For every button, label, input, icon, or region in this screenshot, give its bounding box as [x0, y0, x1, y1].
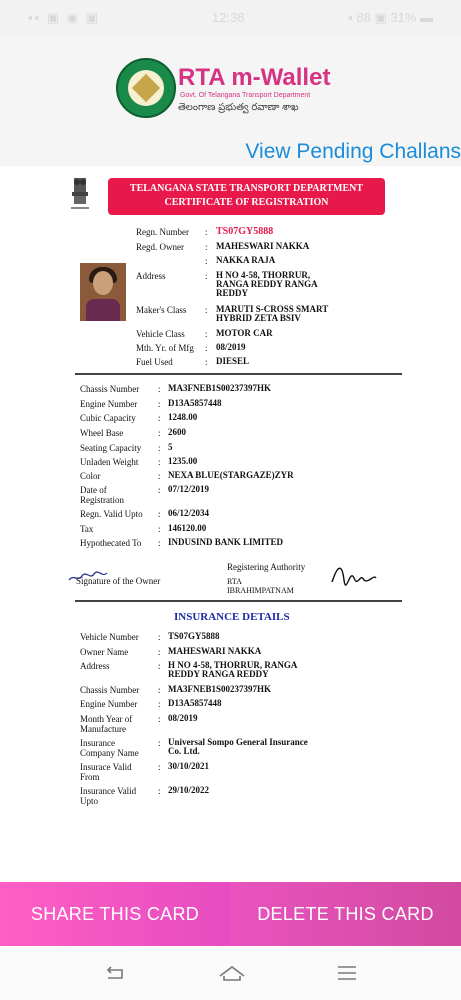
field-label: Tax	[80, 524, 94, 534]
field-value: 29/10/2022	[168, 785, 210, 795]
delete-card-button[interactable]: DELETE THIS CARD	[230, 882, 461, 946]
field-value: 2600	[168, 427, 186, 437]
field-value: MAHESWARI NAKKA	[168, 646, 262, 656]
menu-icon[interactable]	[336, 964, 358, 982]
owner-signature-label: Signature of the Owner	[76, 576, 161, 586]
field-label: Mth. Yr. of Mfg	[136, 343, 194, 353]
field-label: Maker's Class	[136, 305, 187, 315]
divider-bottom	[75, 600, 402, 602]
field-colon: :	[205, 357, 208, 367]
status-bar	[0, 0, 461, 36]
field-colon: :	[205, 271, 208, 281]
field-value: D13A5857448	[168, 698, 222, 708]
status-icons-right: ▪ 88 ▣ 31% ▬	[348, 10, 433, 25]
telangana-emblem-logo	[116, 58, 176, 118]
field-colon: :	[158, 509, 161, 519]
field-label: Insurace Valid From	[80, 762, 132, 782]
field-colon: :	[158, 443, 161, 453]
field-label: Address	[136, 271, 166, 281]
field-value: NEXA BLUE(STARGAZE)ZYR	[168, 470, 294, 480]
field-colon: :	[158, 647, 161, 657]
owner-photo	[80, 263, 126, 321]
registering-authority-label: Registering Authority	[227, 562, 306, 572]
field-value: 5	[168, 442, 173, 452]
field-colon: :	[205, 343, 208, 353]
field-colon: :	[158, 738, 161, 748]
field-value: 1235.00	[168, 456, 198, 466]
field-value: MOTOR CAR	[216, 328, 273, 338]
dept-name: TELANGANA STATE TRANSPORT DEPARTMENT	[129, 183, 364, 194]
field-value: 30/10/2021	[168, 761, 210, 771]
field-value: Universal Sompo General Insurance Co. Ltd.	[168, 737, 308, 756]
certificate-title: CERTIFICATE OF REGISTRATION	[164, 197, 329, 208]
dept-header-box	[108, 178, 385, 215]
field-colon: :	[158, 428, 161, 438]
field-label: Owner Name	[80, 647, 129, 657]
field-colon: :	[158, 457, 161, 467]
field-colon: :	[158, 384, 161, 394]
field-label: Insurance Company Name	[80, 738, 139, 758]
field-label: Hypothecated To	[80, 538, 142, 548]
rta-label: RTA	[227, 577, 242, 586]
field-label: Color	[80, 471, 101, 481]
app-subtitle: Govt. Of Telangana Transport Department	[180, 92, 311, 99]
field-value: MARUTI S-CROSS SMART HYBRID ZETA BSIV	[216, 304, 329, 323]
field-label: Vehicle Class	[136, 329, 185, 339]
field-value: H NO 4-58, THORRUR, RANGA REDDY RANGA REDDY	[168, 660, 298, 679]
field-label: Fuel Used	[136, 357, 173, 367]
field-value: 08/2019	[168, 713, 198, 723]
field-label: Regd. Owner	[136, 242, 184, 252]
field-colon: :	[158, 685, 161, 695]
field-value: NAKKA RAJA	[216, 255, 276, 265]
field-value: H NO 4-58, THORRUR, RANGA REDDY RANGA REDDY	[216, 270, 318, 298]
field-label: Wheel Base	[80, 428, 124, 438]
home-icon[interactable]	[218, 964, 246, 982]
field-label: Engine Number	[80, 399, 138, 409]
field-colon: :	[158, 538, 161, 548]
field-colon: :	[158, 699, 161, 709]
field-colon: :	[158, 762, 161, 772]
field-value: TS07GY5888	[168, 631, 220, 641]
field-colon: :	[158, 485, 161, 495]
field-colon: :	[158, 714, 161, 724]
field-value: 1248.00	[168, 412, 198, 422]
field-colon: :	[158, 471, 161, 481]
field-label: Chassis Number	[80, 384, 140, 394]
divider-top	[75, 373, 402, 375]
field-label: Month Year of Manufacture	[80, 714, 133, 734]
field-value: MA3FNEB1S00237397HK	[168, 383, 272, 393]
field-value: D13A5857448	[168, 398, 222, 408]
field-value: DIESEL	[216, 356, 250, 366]
field-label: Regn. Valid Upto	[80, 509, 143, 519]
field-label: Address	[80, 661, 110, 671]
insurance-details-title: INSURANCE DETAILS	[174, 611, 290, 623]
app-title: RTA m-Wallet	[178, 64, 331, 91]
field-colon: :	[158, 413, 161, 423]
field-colon: :	[205, 329, 208, 339]
field-label: Vehicle Number	[80, 632, 139, 642]
national-emblem-icon	[68, 176, 92, 214]
field-label: Chassis Number	[80, 685, 140, 695]
field-value: 146120.00	[168, 523, 207, 533]
rta-signature-icon	[330, 562, 378, 588]
field-label: Date of Registration	[80, 485, 124, 505]
status-time: 12:38	[212, 10, 245, 25]
view-pending-challans-link[interactable]: View Pending Challans	[245, 140, 461, 163]
field-colon: :	[158, 399, 161, 409]
field-colon: :	[205, 256, 208, 266]
field-label: Unladen Weight	[80, 457, 139, 467]
field-label: Engine Number	[80, 699, 138, 709]
field-colon: :	[158, 524, 161, 534]
field-colon: :	[158, 661, 161, 671]
field-label: Cubic Capacity	[80, 413, 136, 423]
field-value: MAHESWARI NAKKA	[216, 241, 310, 251]
field-label: Regn. Number	[136, 227, 189, 237]
status-icons-left: ▪▪ ▣ ◉ ▣	[28, 10, 100, 25]
field-value: 07/12/2019	[168, 484, 210, 494]
field-value: INDUSIND BANK LIMITED	[168, 537, 284, 547]
field-label: Seating Capacity	[80, 443, 142, 453]
field-colon: :	[158, 632, 161, 642]
field-colon: :	[205, 227, 208, 237]
app-telugu-subtitle: తెలంగాణ ప్రభుత్వ రవాణా శాఖ	[178, 102, 299, 113]
rta-office-name: IBRAHIMPATNAM	[227, 586, 294, 595]
field-value: MA3FNEB1S00237397HK	[168, 684, 272, 694]
field-value: 08/2019	[216, 342, 246, 352]
back-icon[interactable]	[104, 964, 126, 982]
field-value: 06/12/2034	[168, 508, 210, 518]
field-colon: :	[205, 242, 208, 252]
field-colon: :	[158, 786, 161, 796]
field-label: Insurance Valid Upto	[80, 786, 137, 806]
field-colon: :	[205, 305, 208, 315]
field-value: TS07GY5888	[216, 226, 274, 237]
system-navigation-bar	[0, 946, 461, 1000]
share-card-button[interactable]: SHARE THIS CARD	[0, 882, 230, 946]
